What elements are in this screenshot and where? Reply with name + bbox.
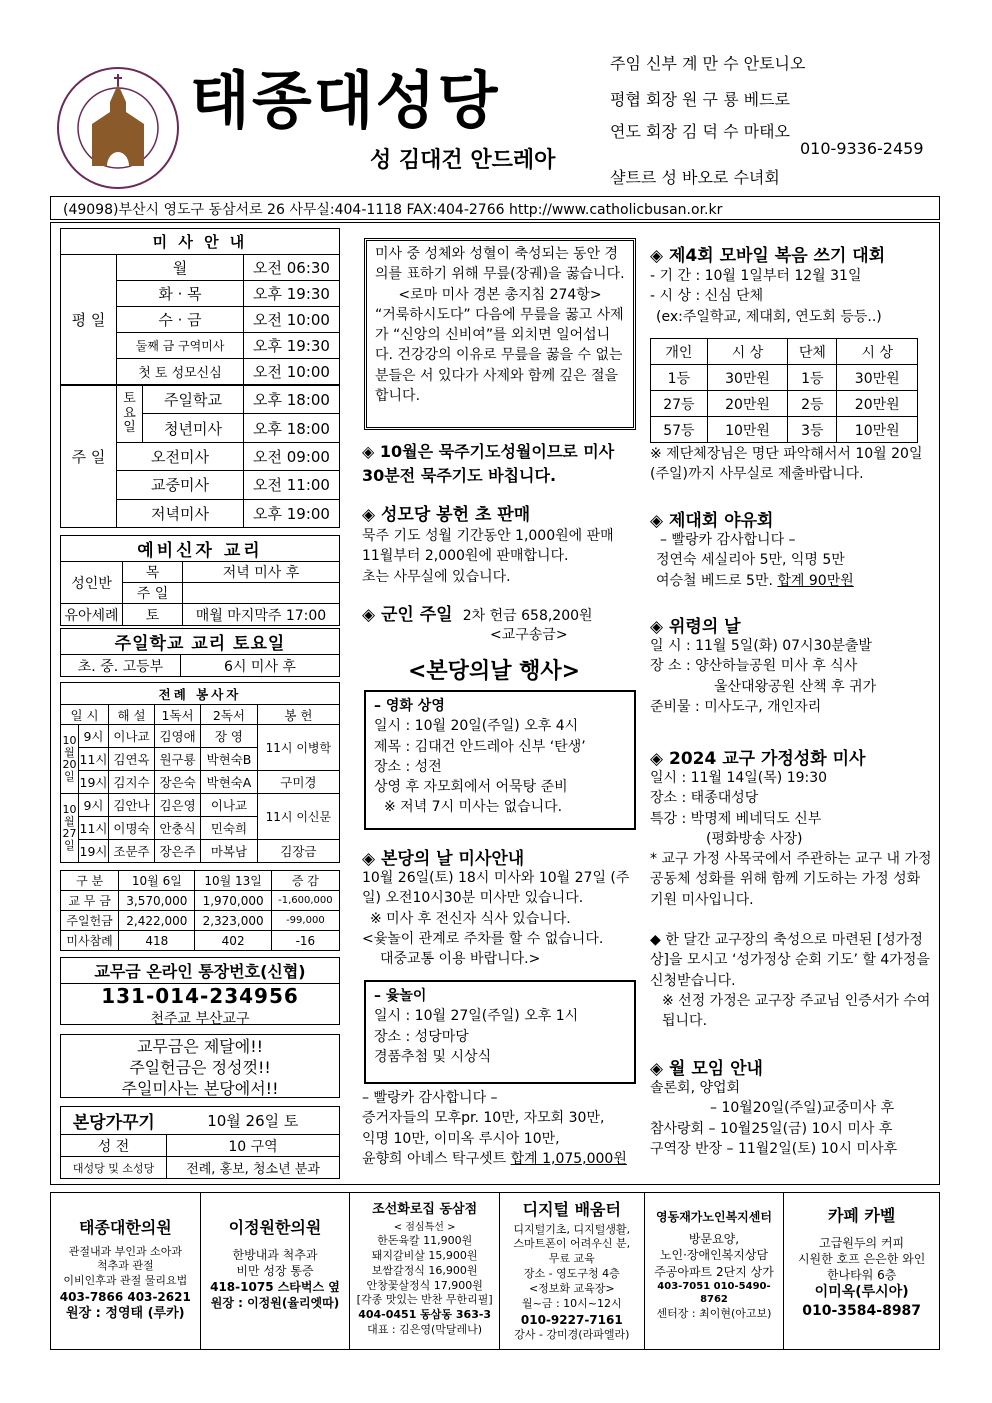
prize-table: 개인 시 상 단체 시 상 1등 30만원 1등 30만원 27등 20만원 2등 20만원 57등 10만원 3등 10만원 — [650, 338, 918, 443]
sisters: 샬트르 성 바오로 수녀회 — [610, 168, 780, 187]
family-body: 일시 : 11월 14일(목) 19:30 장소 : 태종대성당 특강 : 박명제 베네딕도 신부 (평화방송 사장) * 교구 가정 사목국에서 주관하는 교구 내 가정 공동체 성화를 위해 함께 기도하는 가정 성화 기원 미사입니다. — [650, 770, 932, 908]
mass-schedule: 미 사 안 내 평 일 월 오전 06:30 화 · 목 오후 19:30 수 · 금 오전 10:00 둘째 금 구역미사 오후 19:30 첫 토 성모신심 오전 10:00 — [60, 228, 340, 385]
prize-note: ※ 제단체장님은 명단 파악해서서 10월 20일(주일)까지 사무실로 제출바랍니다. — [650, 446, 923, 483]
feast-mass-body: 10월 26일(토) 18시 미사와 10월 27일 (주일) 오전10시30분 미사만 있습니다. ※ 미사 후 전신자 식사 있습니다. <윷놀이 관계로 주차를 할 수 없습니다. 대중교통 이용 바랍니다.> — [362, 870, 630, 968]
memorial-heading: ◈ 위령의 날 — [650, 617, 741, 637]
cleaning-table: 본당가꾸기 10월 26일 토 성 전 10 구역 대성당 및 소성당 전례, 홍보, 청소년 분과 — [60, 1106, 340, 1179]
feast-mass-heading: ◈ 본당의 날 미사안내 — [362, 849, 525, 869]
movie-box: – 영화 상영 일시 : 10월 20일(주일) 오후 4시 제목 : 김대건 안드레아 신부 ‘탄생’ 장소 : 성전 상영 후 자모회에서 어묵탕 준비 ※ 저녁 7시 미사는 없습니다. — [364, 690, 636, 830]
family-heading: ◈ 2024 교구 가정성화 미사 — [650, 749, 866, 769]
memorial-body: 일 시 : 11월 5일(화) 07시30분출발 장 소 : 양산하늘공원 미사 후 식사 울산대왕공원 산책 후 귀가 준비물 : 미사도구, 개인자리 — [650, 638, 877, 715]
ad-leejungwon-clinic: 이정원한의원 한방내과 척추과 비만 성장 통증 418-1075 스타벅스 옆 원장 : 이정원(율리엣따) — [201, 1193, 351, 1349]
funeral-president: 연도 회장 김 덕 수 마태오 — [610, 122, 790, 141]
altar-heading: ◈ 제대회 야유회 — [650, 511, 774, 531]
feast-title: <본당의날 행사> — [408, 659, 581, 684]
ad-youngdong-center: 영동재가노인복지센터 방문요양, 노인·장애인복지상담 주공아파트 2단지 상가 403-7051 010-5490-8762 센터장 : 최이현(아고보) — [645, 1193, 785, 1349]
account-box: 교무금 온라인 통장번호(신협) 131-014-234956 천주교 부산교구 — [60, 957, 340, 1025]
catechumen-table: 예비신자 교리 성인반 목 저녁 미사 후 주 일 유아세례 토 매월 마지막주 17:00 — [60, 535, 340, 626]
ad-digital-learning: 디지털 배움터 디지털기초, 디지털생활, 스마트폰이 어려우신 분, 무료 교육 장소 - 영도구청 4층 <정보화 교육장> 월~금 : 10시~12시 010-9227-7161 강사 - 강미경(라파엘라) — [500, 1193, 645, 1349]
yut-box: – 윷놀이 일시 : 10월 27일(주일) 오후 1시 장소 : 성당마당 경품추첨 및 시상식 — [364, 980, 636, 1084]
pastor: 주임 신부 계 만 수 안토니오 — [610, 54, 806, 73]
mobile-heading: ◈ 제4회 모바일 복음 쓰기 대회 — [650, 246, 886, 266]
phone: 010-9336-2459 — [800, 139, 924, 158]
monthly-body: 솔론회, 양업회 – 10월20일(주일)교중미사 후 참사랑회 – 10월25일(금) 10시 미사 후 구역장 반장 – 11월2일(토) 10시 미사후 — [650, 1080, 897, 1157]
church-logo — [52, 62, 184, 194]
ad-joseon-hwaro: 조선화로집 동삼점 < 점심특선 > 한돈육칼 11,900원 돼지갈비살 15,900원 보쌈갈정식 16,900원 안창꽃살정식 17,900원 [각종 맛있는 반찬 무한리필] 404-0451 동삼동 363-3 대표 : 김은영(막달레나) — [350, 1193, 500, 1349]
address-bar: (49098)부산시 영도구 동삼서로 26 사무실:404-1118 FAX:404-2766 http://www.catholicbusan.or.kr — [50, 196, 940, 220]
sunday-school-table: 주일학교 교리 토요일 초. 중. 고등부 6시 미사 후 — [60, 628, 340, 677]
ad-taejongdae-clinic: 태종대한의원 관절내과 부인과 소아과 척추과 관절 이비인후과 관절 물리요법 403-7866 403-2621 원장 : 정영태 (루카) — [51, 1193, 201, 1349]
slogan-box: 교무금은 제달에!! 주일헌금은 정성껏!! 주일미사는 본당에서!! — [60, 1034, 340, 1098]
kneeling-notice: 미사 중 성체와 성혈이 축성되는 동안 경의를 표하기 위해 무릎(장궤)을 꿇습니다. <로마 미사 경본 총지침 274항> “거룩하시도다” 다음에 무릎을 꿇고 사제가 “신앙의 신비여”를 외치면 일어섭니다. 건강강의 이유로 무릎을 꿇을 수 없는 분들은 서 있다가 사제와 함께 깊은 절을 합니다. — [364, 238, 636, 430]
mobile-body: - 기 간 : 10월 1일부터 12월 31일 - 시 상 : 신심 단체 (ex:주일학교, 제대회, 연도회 등등..) — [650, 268, 882, 325]
patron-saint: 성 김대건 안드레아 — [370, 148, 556, 173]
ads-footer — [50, 1192, 940, 1350]
candle-heading: ◈ 성모당 봉헌 초 판매 — [362, 505, 531, 525]
mass-title: 미 사 안 내 — [61, 229, 340, 255]
finance-table: 구 분 10월 6일 10월 13일 증 감 교 무 금 3,570,000 1,970,000 -1,600,000 주일헌금 2,422,000 2,323,000 -99,000 미사참례 418 402 -16 — [60, 870, 340, 951]
mass-sunday: 주 일 토요일 주일학교 오후 18:00 청년미사 오후 18:00 오전미사 오전 09:00 교중미사 오전 11:00 저녁미사 오후 19:00 — [60, 385, 340, 528]
council-president: 평협 회장 원 구 룡 베드로 — [610, 90, 790, 109]
church-name: 태종대성당 — [190, 64, 500, 137]
holy-family-body: ◆ 한 달간 교구장의 축성으로 마련된 [성가정상]을 모시고 ‘성가정상 순회 기도’ 할 4가정을 신청받습니다. ※ 선정 가정은 교구장 주교님 인증서가 수여 됩니다. — [650, 932, 931, 1030]
thanks-box: – 빨랑카 감사합니다 – 증거자들의 모후pr. 10만, 자모회 30만, 익명 10만, 이미옥 루시아 10만, 윤향희 아녜스 탁구셋트 합계 1,075,000원 — [362, 1090, 627, 1167]
ad-cafe-cabel: 카페 카벨 고급원두의 커피 시원한 호프 은은한 와인 한나타워 6층 이미옥(루시아) 010-3584-8987 — [797, 1206, 926, 1320]
military-note: <교구송금> — [490, 627, 568, 643]
altar-body: – 빨랑카 감사합니다 – 정연숙 세실리아 5만, 익명 5만 여승철 베드로 5만. 합계 90만원 — [656, 532, 854, 589]
rosary-notice: ◈ 10월은 묵주기도성월이므로 미사 30분전 묵주기도 바칩니다. — [362, 442, 615, 485]
monthly-heading: ◈ 월 모임 안내 — [650, 1059, 763, 1079]
liturgy-table: 전례 봉사자 일 시 해 설 1독서 2독서 봉 헌 10월20일 9시 이나교 김영애 장 영 11시 이병학 11시 김연옥 원구룡 박현숙B 19시 김지수 장은숙 박현숙A 구미경 10월27일 9시 김안나 김은영 이나교 11시 이신문 11시 이명숙 안충식 민숙희 19시 조문주 장은주 마복남 김장금 — [60, 682, 340, 863]
military-sunday: ◈ 군인 주일 2차 헌금 658,200원 — [362, 605, 593, 625]
candle-body: 묵주 기도 성월 기간동안 1,000원에 판매 11월부터 2,000원에 판매합니다. 초는 사무실에 있습니다. — [362, 528, 614, 585]
